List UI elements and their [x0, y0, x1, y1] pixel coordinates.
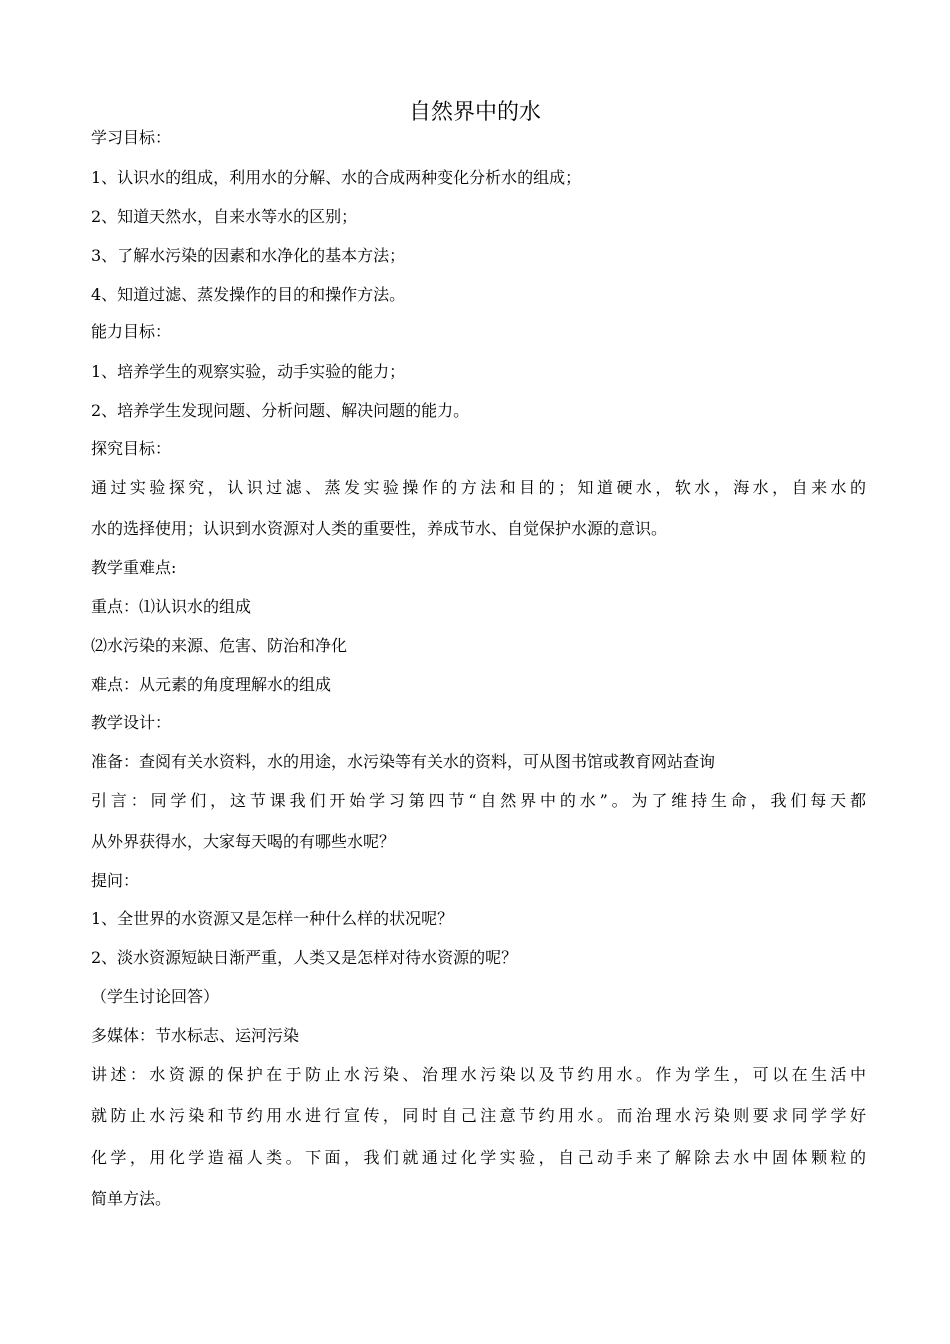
learning-goal-4: 4、知道过滤、蒸发操作的目的和操作方法。: [91, 285, 406, 304]
ability-goal-1: 1、培养学生的观察实验，动手实验的能力；: [91, 362, 406, 381]
introduction-line-2: 从外界获得水，大家每天喝的有哪些水呢？: [91, 832, 396, 851]
inquiry-goal-line-1: 通过实验探究，认识过滤、蒸发实验操作的方法和目的；知道硬水，软水，海水，自来水的: [91, 478, 866, 497]
narration-line-3: 化学，用化学造福人类。下面，我们就通过化学实验，自己动手来了解除去水中固体颗粒的: [91, 1148, 866, 1167]
learning-goal-3: 3、了解水污染的因素和水净化的基本方法；: [91, 246, 406, 265]
inquiry-goal-line-2: 水的选择使用；认识到水资源对人类的重要性，养成节水、自觉保护水源的意识。: [91, 519, 668, 538]
key-point-2: ⑵水污染的来源、危害、防治和净化: [91, 636, 348, 655]
question-1: 1、全世界的水资源又是怎样一种什么样的状况呢？: [91, 909, 454, 928]
heading-learning-goals: 学习目标：: [91, 128, 172, 147]
heading-key-difficult-points: 教学重难点:: [91, 558, 177, 577]
difficult-point: 难点：从元素的角度理解水的组成: [91, 675, 332, 694]
learning-goal-2: 2、知道天然水，自来水等水的区别；: [91, 207, 358, 226]
document-title: 自然界中的水: [408, 100, 541, 125]
narration-line-1: 讲述：水资源的保护在于防止水污染、治理水污染以及节约用水。作为学生，可以在生活中: [91, 1065, 866, 1084]
narration-line-4: 简单方法。: [91, 1189, 172, 1208]
heading-ability-goals: 能力目标：: [91, 322, 172, 341]
student-discussion: （学生讨论回答）: [91, 987, 220, 1006]
question-2: 2、淡水资源短缺日渐严重，人类又是怎样对待水资源的呢？: [91, 948, 518, 967]
heading-inquiry-goals: 探究目标：: [91, 439, 172, 458]
introduction-line-1: 引言：同学们，这节课我们开始学习第四节“自然界中的水”。为了维持生命，我们每天都: [91, 791, 866, 810]
preparation-text: 准备：查阅有关水资料，水的用途，水污染等有关水的资料，可从图书馆或教育网站查询: [91, 752, 716, 771]
key-point-1: 重点：⑴认识水的组成: [91, 597, 252, 616]
learning-goal-1: 1、认识水的组成，利用水的分解、水的合成两种变化分析水的组成；: [91, 168, 582, 187]
narration-line-2: 就防止水污染和节约用水进行宣传，同时自己注意节约用水。而治理水污染则要求同学学好: [91, 1106, 866, 1125]
multimedia-note: 多媒体：节水标志、运河污染: [91, 1026, 300, 1045]
heading-questions: 提问：: [91, 871, 140, 890]
ability-goal-2: 2、培养学生发现问题、分析问题、解决问题的能力。: [91, 401, 470, 420]
heading-teaching-design: 教学设计：: [91, 713, 172, 732]
